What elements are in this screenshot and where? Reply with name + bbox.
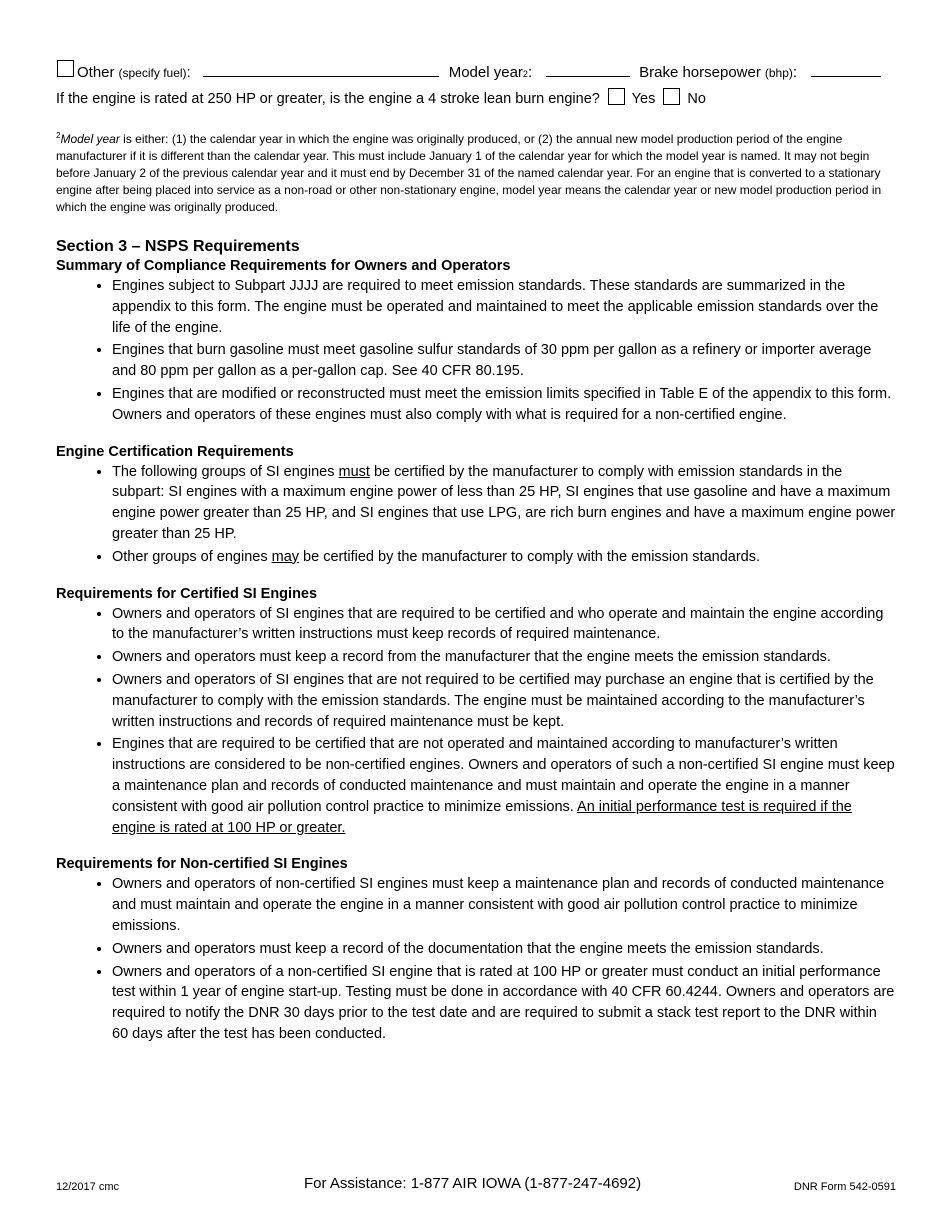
list-item: • Engines that are modified or reconstructed must meet the emission limits specified in Table E of the appendix to this form. Owners and operators of these engines must also comply with what is required for a non-certified engine.: [112, 384, 896, 426]
summary-heading: Summary of Compliance Requirements for Owners and Operators: [56, 258, 511, 274]
lean-burn-no-label: No: [687, 91, 706, 107]
cert-emphasis: may: [271, 548, 300, 565]
list-item: • Owners and operators of SI engines that are not required to be certified may purchase an engine that is certified by the manufacturer to comply with the emission standards. The engine must be maintained according to the manufacturer’s written instructions and records of required maintenance must be kept.: [112, 670, 896, 732]
footnote-text: is either: (1) the calendar year in which the engine was originally produced, or (2) the annual new model production period of the engine manufacturer if it is different than the calendar year. This must include January 1 of the calendar year for which the model year is named. It may not begin before January 2 of the previous calendar year and it must end by December 31 of the named calendar year. For an engine that is converted to a stationary engine after being placed into service as a non-road or other non-stationary engine, model year means the calendar year or new model production period in which the engine was originally produced.: [56, 132, 882, 214]
certification-list: [56, 462, 896, 568]
list-item: • Owners and operators must keep a record of the documentation that the engine meets the emission standards.: [112, 939, 896, 960]
list-item: [112, 462, 896, 545]
form-page: [56, 60, 896, 1047]
list-item: [112, 734, 896, 838]
noncertified-list: [56, 874, 896, 1044]
other-fuel-colon: :: [186, 64, 191, 81]
footnote-term: Model year: [60, 132, 120, 146]
other-fuel-input[interactable]: [203, 62, 439, 77]
cert-emphasis: must: [338, 463, 370, 480]
footnote-marker: 2: [56, 131, 61, 140]
cert-text: be certified by the manufacturer to comply with the emission standards.: [299, 548, 761, 565]
page-footer: [56, 1175, 896, 1199]
footer-form-number: DNR Form 542-0591: [793, 1181, 896, 1193]
model-year-footnote-marker: 2: [522, 69, 528, 79]
certified-text: Engines that are required to be certified that are not operated and maintained according to manufacturer’s written instructions are considered to be non-certified engines. Owners and operators of such a non-certified SI engine must keep a maintenance plan and records of conducted maintenance and must maintain and operate the engine in a manner consistent with good air pollution control practice to minimize emissions.: [112, 736, 895, 815]
other-fuel-hint: (specify fuel): [118, 66, 187, 80]
lean-burn-yes-label: Yes: [631, 91, 656, 107]
engine-fields-row: [56, 60, 896, 86]
list-item: • Owners and operators of SI engines that are required to be certified and who operate and maintain the engine according to the manufacturer’s written instructions must keep records of required maintenance.: [112, 604, 896, 646]
footer-revision: 12/2017 cmc: [56, 1181, 119, 1193]
lean-burn-question-row: [56, 88, 896, 107]
bhp-colon: :: [792, 64, 798, 81]
model-year-colon: :: [527, 64, 533, 81]
certification-heading: Engine Certification Requirements: [56, 443, 294, 460]
noncertified-heading: Requirements for Non-certified SI Engines: [56, 856, 348, 873]
section-title: Section 3 – NSPS Requirements: [56, 238, 300, 255]
list-item: [112, 547, 896, 568]
certified-emphasis: An initial performance test is required if the engine is rated at 100 HP or greater.: [112, 798, 852, 836]
list-item: • Owners and operators must keep a record from the manufacturer that the engine meets the emission standards.: [112, 647, 896, 668]
lean-burn-yes-checkbox[interactable]: [608, 88, 625, 105]
bhp-hint: (bhp): [764, 66, 793, 80]
other-fuel-label: Other: [77, 64, 115, 81]
model-year-input[interactable]: [546, 62, 630, 77]
lean-burn-no-checkbox[interactable]: [663, 88, 680, 105]
cert-text: The following groups of SI engines: [112, 463, 339, 480]
list-item: • Engines subject to Subpart JJJJ are required to meet emission standards. These standards are summarized in the appendix to this form. The engine must be operated and maintained to meet the applicable emission standards over the life of the engine.: [112, 276, 896, 338]
list-item: • Owners and operators of non-certified SI engines must keep a maintenance plan and records of conducted maintenance and must maintain and operate the engine in a manner consistent with good air pollution control practice to minimize emissions.: [112, 874, 896, 936]
bhp-input[interactable]: [811, 62, 881, 77]
list-item: • Owners and operators of a non-certified SI engine that is rated at 100 HP or greater must conduct an initial performance test within 1 year of engine start-up. Testing must be done in accordance with 40 CFR 60.4244. Owners and operators are required to notify the DNR 30 days prior to the test date and are required to submit a stack test report to the DNR within 60 days after the test has been conducted.: [112, 962, 896, 1045]
summary-list: [56, 276, 896, 426]
lean-burn-question: If the engine is rated at 250 HP or greater, is the engine a 4 stroke lean burn engine?: [56, 91, 600, 107]
footer-assistance: For Assistance: 1-877 AIR IOWA (1-877-247-4692): [304, 1175, 642, 1192]
certified-list: [56, 604, 896, 839]
bhp-label: Brake horsepower: [639, 64, 761, 81]
other-fuel-checkbox[interactable]: [57, 60, 74, 77]
model-year-label: Model year: [448, 64, 523, 81]
certified-heading: Requirements for Certified SI Engines: [56, 585, 318, 602]
cert-text: be certified by the manufacturer to comply with emission standards in the subpart: SI engines with a maximum engine power of less than 25 HP, SI engines that use gasoline and have a maximum engine power greater than 25 HP, and SI engines that use LPG, are rich burn engines and have a maximum engine power greater than 25 HP.: [112, 463, 896, 542]
cert-text: Other groups of engines: [112, 548, 272, 565]
list-item: • Engines that burn gasoline must meet gasoline sulfur standards of 30 ppm per gallon as a refinery or importer average and 80 ppm per gallon as a per-gallon cap. See 40 CFR 80.195.: [112, 340, 896, 382]
model-year-footnote: [56, 127, 896, 216]
